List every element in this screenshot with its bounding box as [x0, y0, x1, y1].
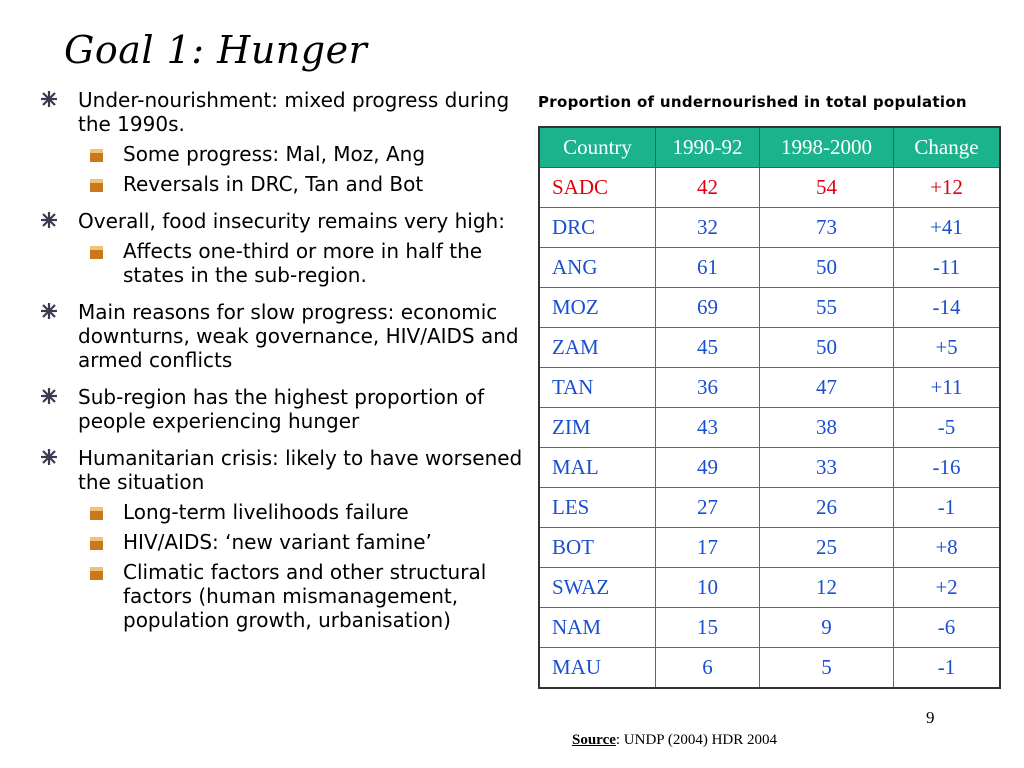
sub-bullet-list: [78, 500, 526, 632]
value-cell: 6: [656, 648, 760, 689]
country-cell: NAM: [539, 608, 656, 648]
header-country: Country: [539, 127, 656, 168]
bullet-text: Under-nourishment: mixed progress during the 1990s.: [78, 88, 510, 136]
value-cell: 50: [760, 248, 894, 288]
table-row: [539, 648, 1000, 689]
country-cell: LES: [539, 488, 656, 528]
value-cell: 32: [656, 208, 760, 248]
header-1990-92: 1990-92: [656, 127, 760, 168]
value-cell: +12: [894, 168, 1001, 208]
bullet-item: [40, 385, 526, 433]
page-number: 9: [926, 708, 935, 727]
value-cell: 25: [760, 528, 894, 568]
table-row: [539, 248, 1000, 288]
sub-bullet-item: [78, 560, 526, 632]
value-cell: 9: [760, 608, 894, 648]
country-cell: ZIM: [539, 408, 656, 448]
header-change: Change: [894, 127, 1001, 168]
table-row: [539, 168, 1000, 208]
country-cell: ZAM: [539, 328, 656, 368]
value-cell: 27: [656, 488, 760, 528]
country-cell: TAN: [539, 368, 656, 408]
sub-bullet-text: Climatic factors and other structural factors (human mismanagement, population growth, urbanisation): [123, 560, 487, 632]
value-cell: 26: [760, 488, 894, 528]
value-cell: 73: [760, 208, 894, 248]
star-bullet-icon: [40, 387, 58, 405]
square-bullet-icon: [90, 507, 103, 520]
undernourishment-table: [538, 126, 1001, 689]
table-row: [539, 288, 1000, 328]
value-cell: 55: [760, 288, 894, 328]
slide-title: Goal 1: Hunger: [64, 28, 368, 72]
table-row: [539, 528, 1000, 568]
sub-bullet-text: Some progress: Mal, Moz, Ang: [123, 142, 426, 166]
value-cell: -11: [894, 248, 1001, 288]
table-row: [539, 408, 1000, 448]
bullet-text: Overall, food insecurity remains very high:: [78, 209, 505, 233]
value-cell: 69: [656, 288, 760, 328]
table-row: [539, 568, 1000, 608]
value-cell: +41: [894, 208, 1001, 248]
value-cell: +5: [894, 328, 1001, 368]
sub-bullet-item: [78, 239, 526, 287]
table-row: [539, 328, 1000, 368]
square-bullet-icon: [90, 567, 103, 580]
value-cell: 36: [656, 368, 760, 408]
table-row: [539, 488, 1000, 528]
bullet-list: [40, 88, 526, 645]
bullet-item: [40, 88, 526, 196]
value-cell: -6: [894, 608, 1001, 648]
value-cell: +2: [894, 568, 1001, 608]
bullet-text: Main reasons for slow progress: economic downturns, weak governance, HIV/AIDS and armed conflicts: [78, 300, 519, 372]
source-text: : UNDP (2004) HDR 2004: [615, 732, 778, 748]
value-cell: 50: [760, 328, 894, 368]
sub-bullet-list: [78, 142, 526, 196]
value-cell: 42: [656, 168, 760, 208]
sub-bullet-text: Affects one-third or more in half the states in the sub-region.: [123, 239, 483, 287]
bullet-item: [40, 209, 526, 287]
header-1998-2000: 1998-2000: [760, 127, 894, 168]
sub-bullet-item: [78, 530, 526, 554]
value-cell: -16: [894, 448, 1001, 488]
value-cell: 49: [656, 448, 760, 488]
country-cell: MOZ: [539, 288, 656, 328]
value-cell: 5: [760, 648, 894, 689]
star-bullet-icon: [40, 90, 58, 108]
value-cell: -14: [894, 288, 1001, 328]
source-note: [572, 732, 777, 749]
value-cell: 33: [760, 448, 894, 488]
bullet-item: [40, 446, 526, 632]
value-cell: 45: [656, 328, 760, 368]
value-cell: 61: [656, 248, 760, 288]
table-header-row: [539, 127, 1000, 168]
sub-bullet-list: [78, 239, 526, 287]
value-cell: 43: [656, 408, 760, 448]
square-bullet-icon: [90, 537, 103, 550]
star-bullet-icon: [40, 302, 58, 320]
source-label: Source: [572, 732, 616, 748]
value-cell: 15: [656, 608, 760, 648]
country-cell: BOT: [539, 528, 656, 568]
bullet-text: Humanitarian crisis: likely to have worsened the situation: [78, 446, 523, 494]
country-cell: SWAZ: [539, 568, 656, 608]
value-cell: -5: [894, 408, 1001, 448]
bullet-text: Sub-region has the highest proportion of people experiencing hunger: [78, 385, 485, 433]
value-cell: -1: [894, 488, 1001, 528]
table-row: [539, 368, 1000, 408]
square-bullet-icon: [90, 179, 103, 192]
country-cell: MAL: [539, 448, 656, 488]
value-cell: 38: [760, 408, 894, 448]
square-bullet-icon: [90, 246, 103, 259]
sub-bullet-item: [78, 500, 526, 524]
table-row: [539, 448, 1000, 488]
bullet-item: [40, 300, 526, 372]
country-cell: DRC: [539, 208, 656, 248]
table-row: [539, 208, 1000, 248]
value-cell: -1: [894, 648, 1001, 689]
table-caption: Proportion of undernourished in total population: [538, 93, 967, 111]
sub-bullet-item: [78, 172, 526, 196]
sub-bullet-item: [78, 142, 526, 166]
country-cell: MAU: [539, 648, 656, 689]
value-cell: 47: [760, 368, 894, 408]
value-cell: 12: [760, 568, 894, 608]
star-bullet-icon: [40, 448, 58, 466]
value-cell: 10: [656, 568, 760, 608]
value-cell: 17: [656, 528, 760, 568]
sub-bullet-text: Long-term livelihoods failure: [123, 500, 409, 524]
square-bullet-icon: [90, 149, 103, 162]
country-cell: ANG: [539, 248, 656, 288]
star-bullet-icon: [40, 211, 58, 229]
value-cell: +11: [894, 368, 1001, 408]
value-cell: +8: [894, 528, 1001, 568]
country-cell: SADC: [539, 168, 656, 208]
value-cell: 54: [760, 168, 894, 208]
table-row: [539, 608, 1000, 648]
sub-bullet-text: Reversals in DRC, Tan and Bot: [123, 172, 424, 196]
sub-bullet-text: HIV/AIDS: ‘new variant famine’: [123, 530, 432, 554]
